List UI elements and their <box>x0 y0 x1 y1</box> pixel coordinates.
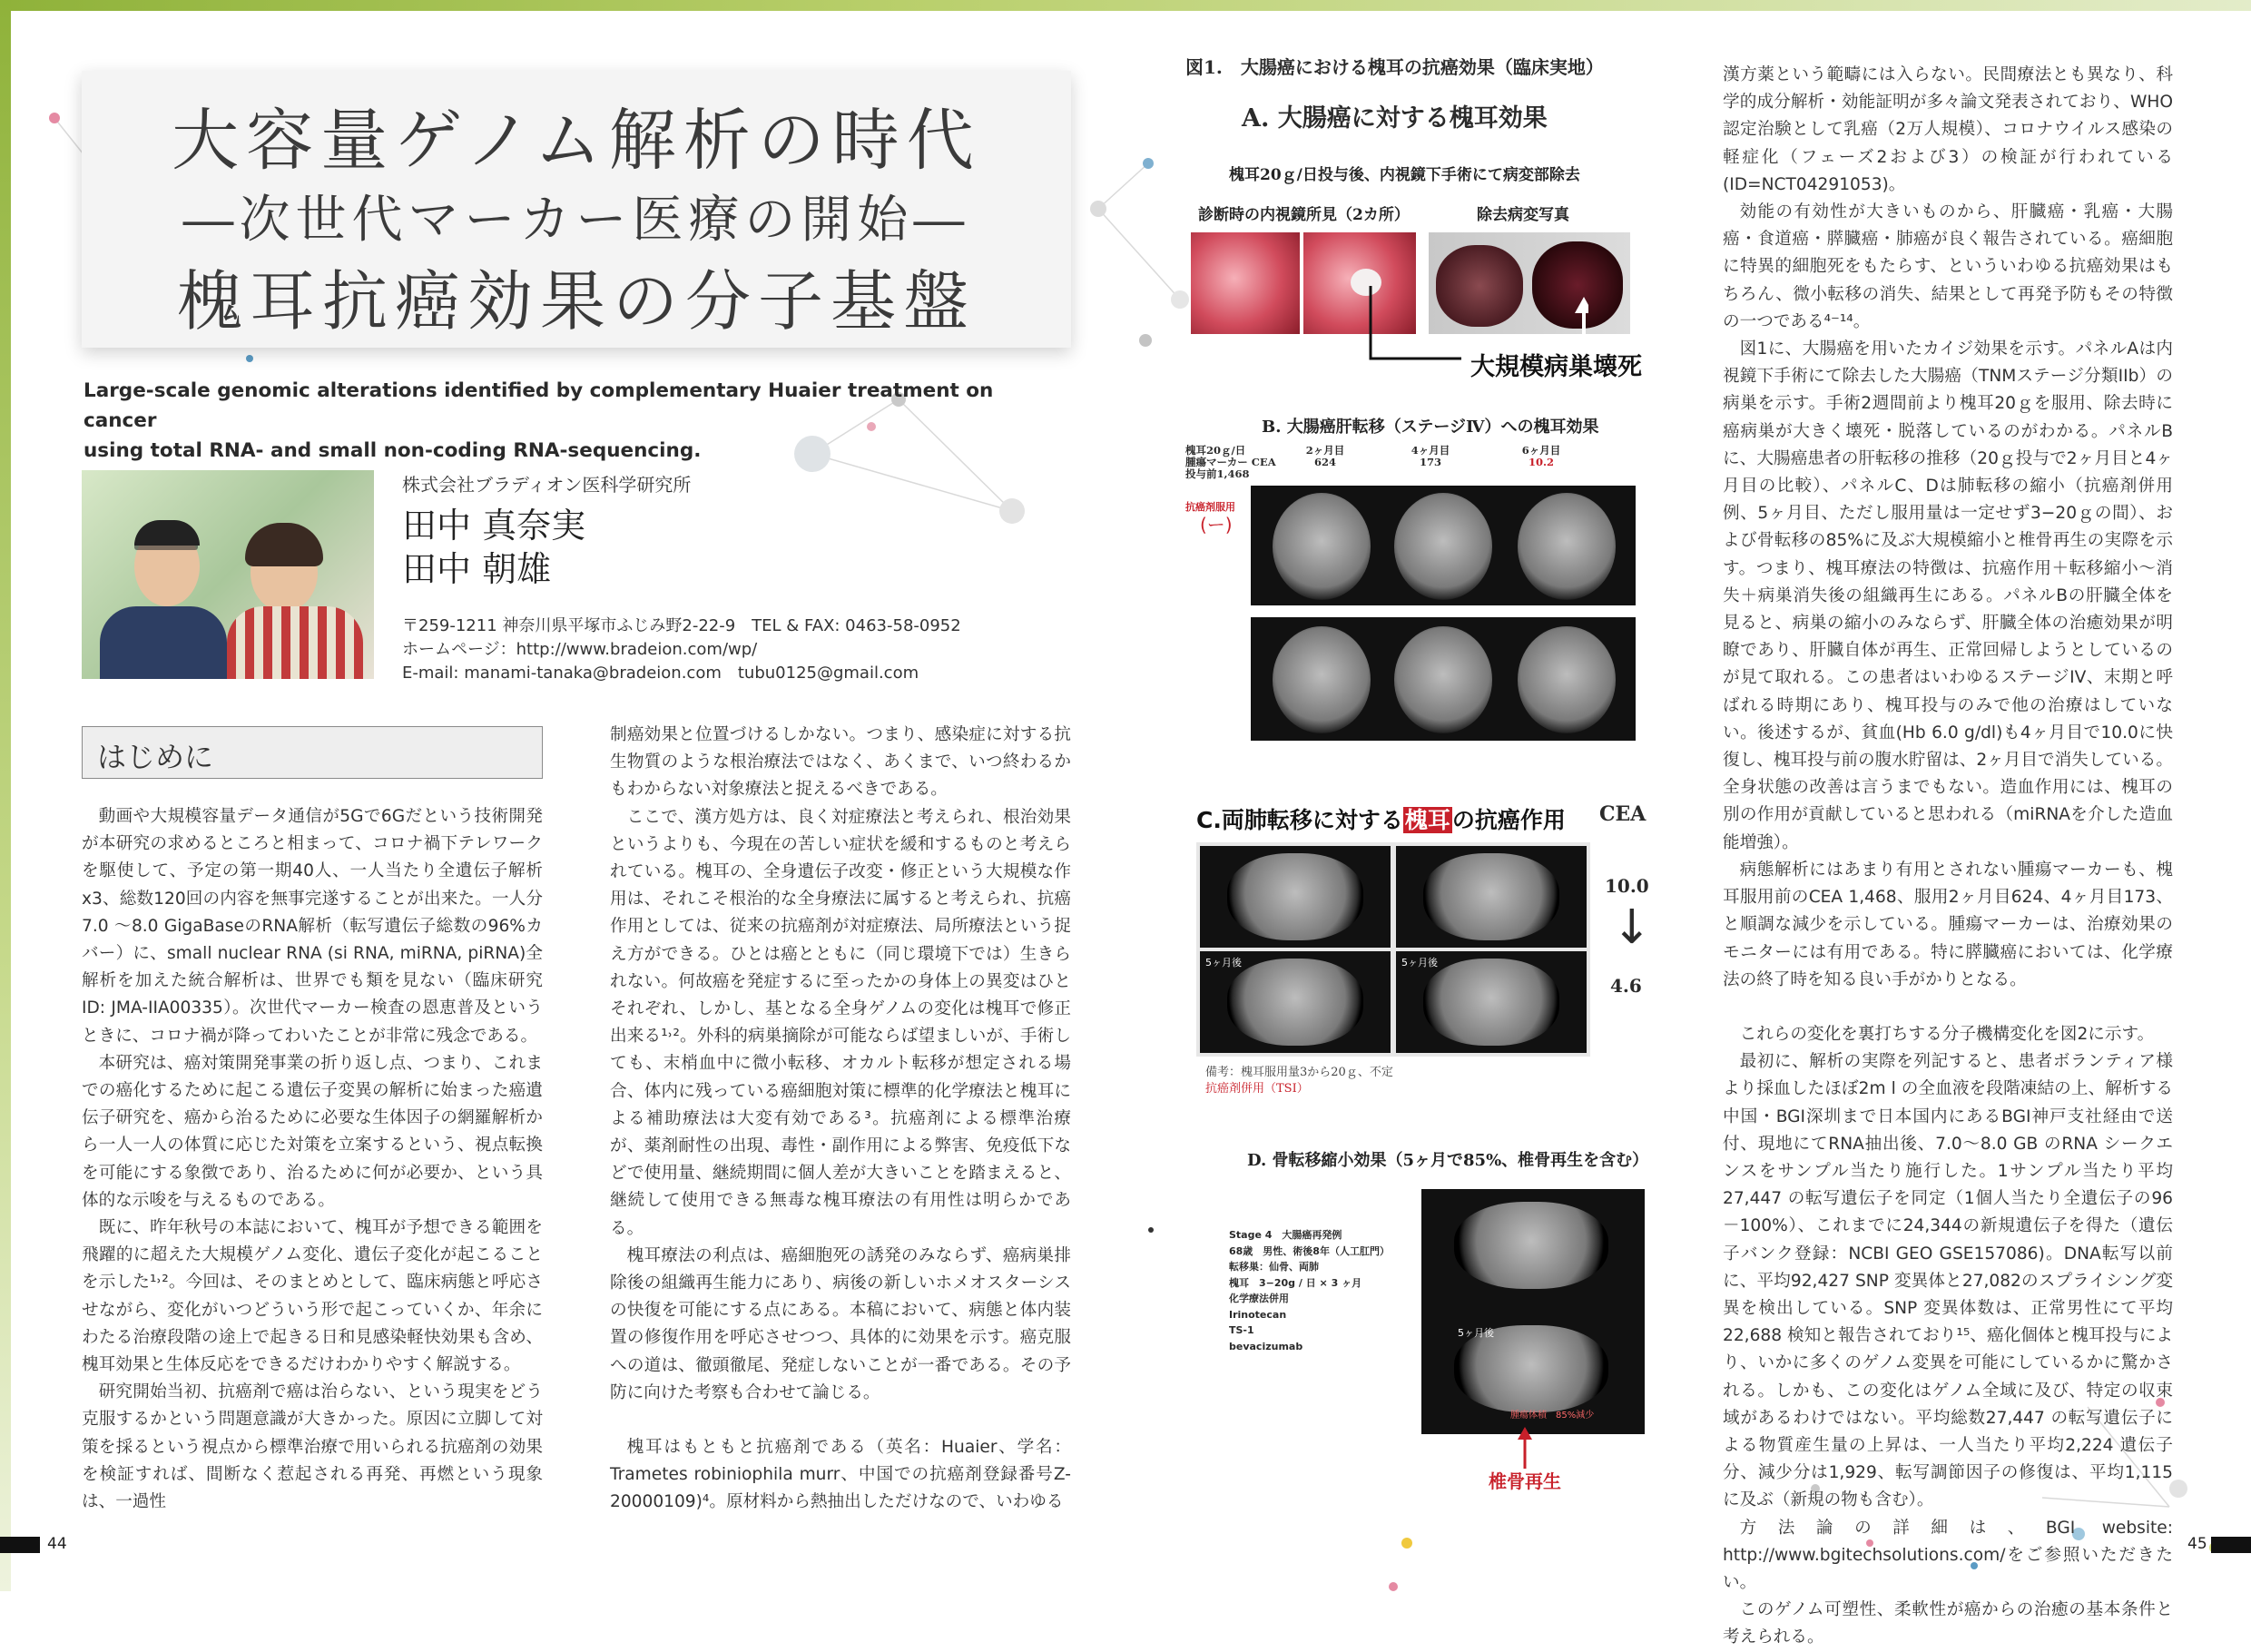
pelvis-shrink-label: 腫瘍体積 85%減少 <box>1510 1411 1595 1421</box>
paragraph: 槐耳療法の利点は、癌細胞死の誘発のみならず、癌病巣排除後の組織再生能力にあり、病後の新しいホメオスターシスの快復を可能にする点にある。本稿において、病態と体内装置の修復作用を呼応させつつ、具体的に効果を示す。癌克服への道は、徹頭徹尾、発症しないことが一番である。その予防に向けた考察も合わせて論じる。 <box>610 1245 1071 1402</box>
author-address: 〒259-1211 神奈川県平塚市ふじみ野2-22-9 TEL & FAX: 0463-58-0952 <box>402 616 961 635</box>
paragraph: 漢方薬という範疇には入らない。民間療法とも異なり、科学的成分解析・効能証明が多々論文発表されており、WHO認定治験として乳癌（2万人規模）、コロナウイルス感染の軽症化（フェーズ2および3）の検証が行われている(ID=NCT04291053)。 <box>1723 65 2173 194</box>
author-name-1: 田中 真奈実 <box>402 506 586 546</box>
regen-arrow <box>1511 1425 1538 1470</box>
paragraph: ここで、漢方処方は、良く対症療法と考えられ、根治効果というよりも、今現在の苦しい症状を緩和するものと考えられている。槐耳の、全身遺伝子改変・修正という大規模な作用は、それこそ根治的な全身療法に属すると考えられ、抗癌作用としては、従来の抗癌剤が対症療法、局所療法という捉え方ができる。ひとは癌とともに（同じ環境下では）生きられない。何故癌を発症するに至ったかの身体上の異変はひとそれぞれ、しかし、基となる全身ゲノムの変化は槐耳で修正出来る¹˒²。外科的病巣摘除が可能ならば望ましいが、手術しても、末梢血中に微小転移、オカルト転移が想定される場合、体内に残っている癌細胞対策に標準的化学療法と槐耳による補助療法は大変有効である³。抗癌剤による標準治療が、薬剤耐性の出現、毒性・副作用による弊害、免疫低下などで使用量、継続期間に個人差が大きいことを踏まえると、継続して使用できる無毒な槐耳療法の有用性は明らかである。 <box>610 807 1071 1238</box>
ct-liver-row-1 <box>1251 486 1636 605</box>
lung-month-label: 5ヶ月後 <box>1401 957 1438 969</box>
paragraph: このゲノム可塑性、柔軟性が癌からの治癒の基本条件と考えられる。 <box>1723 1600 2173 1647</box>
ct-pelvis-images <box>1421 1189 1645 1434</box>
panel-c-cea-label: CEA <box>1599 802 1646 826</box>
panel-c-cea-arrow: ↓ <box>1612 900 1652 955</box>
body-column-4 <box>1723 62 2173 1652</box>
page-number-right: 45 <box>2187 1535 2207 1553</box>
paragraph: 方法論の詳細は、BGI website: http://www.bgitechsolutions.com/をご参照いただきたい。 <box>1723 1518 2173 1592</box>
main-subtitle: ―次世代マーカー医療の開始― <box>182 191 970 250</box>
endoscopy-image-1 <box>1191 232 1300 334</box>
page-marker-left <box>0 1537 40 1553</box>
paragraph: 図1に、大腸癌を用いたカイジ効果を示す。パネルAは内視鏡下手術にて除去した大腸癌（TNMステージ分類IIb）の病巣を示す。手術2週間前より槐耳20ｇを服用、除去時に癌病巣が大きく壊死・脱落しているのがわかる。パネルBに、大腸癌患者の肝転移の推移（20ｇ投与で2ヶ月目と4ヶ月目の比較）、パネルC、Dは肺転移の縮小（抗癌剤併用例、5ヶ月目、ただし服用量は一定せず3−20ｇの間）、および骨転移の85%に及ぶ大規模縮小と椎骨再生の実際を示す。つまり、槐耳療法の特徴は、抗癌作用＋転移縮小～消失＋病巣消失後の組織再生にある。パネルBの肝臓全体を見ると、病巣の縮小のみならず、肝臓全体の治癒効果が明瞭であり、肝臓自体が再生、正常回帰しようとしているのが見て取れる。この患者はいわゆるステージIV、末期と呼ばれる時期にあり、槐耳投与のみで他の治療はしていない。後述するが、貧血(Hb 6.0 g/dl)も4ヶ月目で10.0に快復し、槐耳投与前の腹水貯留は、2ヶ月目で消失している。全身状態の改善は言うまでもない。造血作用には、槐耳の別の作用が貢献していると思われる（miRNAを介した造血能増強）。 <box>1723 339 2173 852</box>
paragraph <box>1723 994 2173 1021</box>
panel-a-title: A. 大腸癌に対する槐耳効果 <box>1242 104 1548 133</box>
title-box <box>82 71 1071 348</box>
page-marker-right <box>2211 1537 2251 1553</box>
paragraph: 槐耳はもともと抗癌剤である（英名：Huaier、学名：Trametes robiniophila murr、中国での抗癌剤登録番号Z-20000109)⁴。原材料から熱抽出しただけなので、いわゆる <box>610 1438 1071 1512</box>
author-homepage[interactable]: ホームページ：http://www.bradeion.com/wp/ <box>402 640 758 659</box>
paragraph: 効能の有効性が大きいものから、肝臓癌・乳癌・大腸癌・食道癌・膵臓癌・肺癌が良く報告されている。癌細胞に特異的細胞死をもたらす、といういわゆる抗癌効果はもちろん、微小転移の消失、結果として再発予防もその特徴の一つである⁴⁻¹⁴。 <box>1723 202 2173 331</box>
panel-a-subtitle: 槐耳20ｇ/日投与後、内視鏡下手術にて病変部除去 <box>1229 166 1580 184</box>
paragraph: 制癌効果と位置づけるしかない。つまり、感染症に対する抗生物質のような根治療法ではなく、あくまで、いつ終わるかもわからない対象療法と捉えるべきである。 <box>610 725 1071 800</box>
ct-lung-grid <box>1196 842 1590 1057</box>
english-title: Large-scale genomic alterations identified by complementary Huaier treatment on cancer using total RNA- and small non-coding RNA-sequencing. <box>84 379 994 462</box>
panel-b-row-labels: 槐耳20ｇ/日 腫瘍マーカー CEA 投与前1,468 <box>1185 444 1276 480</box>
panel-b-col-2: 4ヶ月目 173 <box>1411 444 1450 468</box>
author-affiliation: 株式会社ブラディオン医科学研究所 <box>402 474 692 496</box>
body-column-2 <box>610 722 1071 1517</box>
panel-c-note: 備考：槐耳服用量3から20ｇ、不定 <box>1205 1066 1393 1079</box>
paragraph: 本研究は、癌対策開発事業の折り返し点、つまり、これまでの癌化するために起こる遺伝子変異の解析に始まった癌遺伝子研究を、癌から治るために必要な生体因子の網羅解析から一人一人の体質に応じた対策を立案するという、視点転換を可能にする象徴であり、治るために何が必要か、という具体的な示唆を与えるものである。 <box>82 1053 543 1210</box>
body-column-1 <box>82 803 543 1516</box>
page-number-left: 44 <box>47 1535 67 1553</box>
panel-d-case-info: Stage 4 大腸癌再発例 68歳 男性、術後8年（人工肛門） 転移巣：仙骨、両肺 槐耳 3−20g / 日 × 3 ヶ月 化学療法併用 Irinotecan TS-1 bevacizumab <box>1229 1229 1390 1352</box>
author-name-2: 田中 朝雄 <box>402 549 552 589</box>
paragraph: これらの変化を裏打ちする分子機構変化を図2に示す。 <box>1739 1024 2155 1044</box>
panel-c-cea-from: 10.0 <box>1605 875 1649 897</box>
main-title-line3: 槐耳抗癌効果の分子基盤 <box>176 263 976 339</box>
panel-a-label-specimen: 除去病変写真 <box>1477 206 1569 224</box>
paragraph: 既に、昨年秋号の本誌において、槐耳が予想できる範囲を飛躍的に超えた大規模ゲノム変化、遺伝子変化が起こることを示した¹˒²。今回は、そのまとめとして、臨床病態と呼応させながら、変化がいつどういう形で起こっていくか、年余にわたる治療段階の途上で起きる日和見感染軽快効果も含め、槐耳効果と生体反応をできるだけわかりやすく解説する。 <box>82 1218 543 1375</box>
panel-c-cea-to: 4.6 <box>1610 975 1642 997</box>
panel-c-title: C.両肺転移に対する槐耳の抗癌作用 <box>1196 807 1566 833</box>
paragraph: 最初に、解析の実際を列記すると、患者ボランティア様より採血したほぼ2m l の全血液を段階凍結の上、解析する中国・BGI深圳まで日本国内にあるBGI神戸支社経由で送付、現地にてRNA抽出後、7.0～8.0 GB のRNA シークエンスをサンプル当たり施行した。1サンプル当たり平均27,447 の転写遺伝子を同定（1個人当たり全遺伝子の96－100%）、これまでに24,344の新規遺伝子を得た（遺伝子バンク登録：NCBI GEO GSE157086)。DNA転写以前に、平均92,427 SNP 変異体と27,082のスプライシング変異を検出している。SNP 変異体数は、正常男性にて平均22,688 検知と報告されており¹⁵、癌化個体と槐耳投与により、いかに多くのゲノム変異を可能にしているかに驚かされる。しかも、この変化はゲノム全域に及び、特定の収束域があるわけではない。平均総数27,447 の転写遺伝子による物質産生量の上昇は、一人当たり平均2,224 遺伝子分、減少分は1,929、転写調節因子の修復は、平均1,115に及ぶ（新規の物も含む）。 <box>1723 1052 2173 1510</box>
panel-b-side-value: (ー) <box>1200 514 1233 536</box>
author-email[interactable]: E-mail: manami-tanaka@bradeion.com tubu0125@gmail.com <box>402 664 919 683</box>
paragraph: 研究開始当初、抗癌剤で癌は治らない、という現実をどう克服するかという問題意識が大きかった。原因に立脚して対策を採るという視点から標準治療で用いられる抗癌剤の効果を検証すれば、間断なく惹起される再発、再燃という現象は、一過性 <box>82 1382 543 1512</box>
panel-b-side-label: 抗癌剤服用 <box>1185 501 1235 513</box>
paragraph: 動画や大規模容量データ通信が5Gで6Gだという技術開発が本研究の求めるところと相まって、コロナ禍下テレワークを駆使して、予定の第一期40人、一人当たり全遺伝子解析x3、総数120回の内容を無事完遂することが出来た。一人分7.0 ～8.0 GigaBaseのRNA解析（転写遺伝子総数の96%カバー）に、small nuclear RNA (si RNA, miRNA, piRNA)全解析を加えた統合解析は、世界でも類を見ない（臨床研究ID: JMA-IIA00335）。次世代マーカー検査の恩恵普及というときに、コロナ禍が降ってわいたことが非常に残念である。 <box>82 807 543 1046</box>
pelvis-month-label: 5ヶ月後 <box>1458 1327 1494 1339</box>
panel-a-callout: 大規模病巣壊死 <box>1470 353 1642 381</box>
main-title: 大容量ゲノム解析の時代 <box>172 102 981 180</box>
ct-liver-row-2 <box>1251 617 1636 741</box>
panel-b-col-1: 2ヶ月目 624 <box>1305 444 1345 468</box>
section-heading: はじめに <box>82 726 543 779</box>
panel-d-regen-label: 椎骨再生 <box>1489 1470 1561 1492</box>
paragraph: 病態解析にはあまり有用とされない腫瘍マーカーも、槐耳服用前のCEA 1,468、服用2ヶ月目624、4ヶ月目173、と順調な減少を示している。腫瘍マーカーは、治療効果のモニターには有用である。特に膵臓癌においては、化学療法の終了時を知る良い手がかりとなる。 <box>1723 860 2173 989</box>
lung-month-label: 5ヶ月後 <box>1205 957 1242 969</box>
panel-b-title: B. 大腸癌肝転移（ステージⅣ）への槐耳効果 <box>1262 418 1599 437</box>
panel-d-title: D. 骨転移縮小効果（5ヶ月で85%、椎骨再生を含む） <box>1247 1151 1649 1170</box>
author-photo <box>82 470 374 679</box>
figure-caption: 図1. 大腸癌における槐耳の抗癌効果（臨床実地） <box>1185 56 1604 78</box>
panel-c-note-red: 抗癌剤併用（TSI） <box>1205 1082 1309 1096</box>
panel-a-label-endoscopy: 診断時の内視鏡所見（2カ所） <box>1198 206 1410 224</box>
panel-b-col-3: 6ヶ月目 10.2 <box>1521 444 1561 468</box>
paragraph <box>610 1407 1071 1434</box>
